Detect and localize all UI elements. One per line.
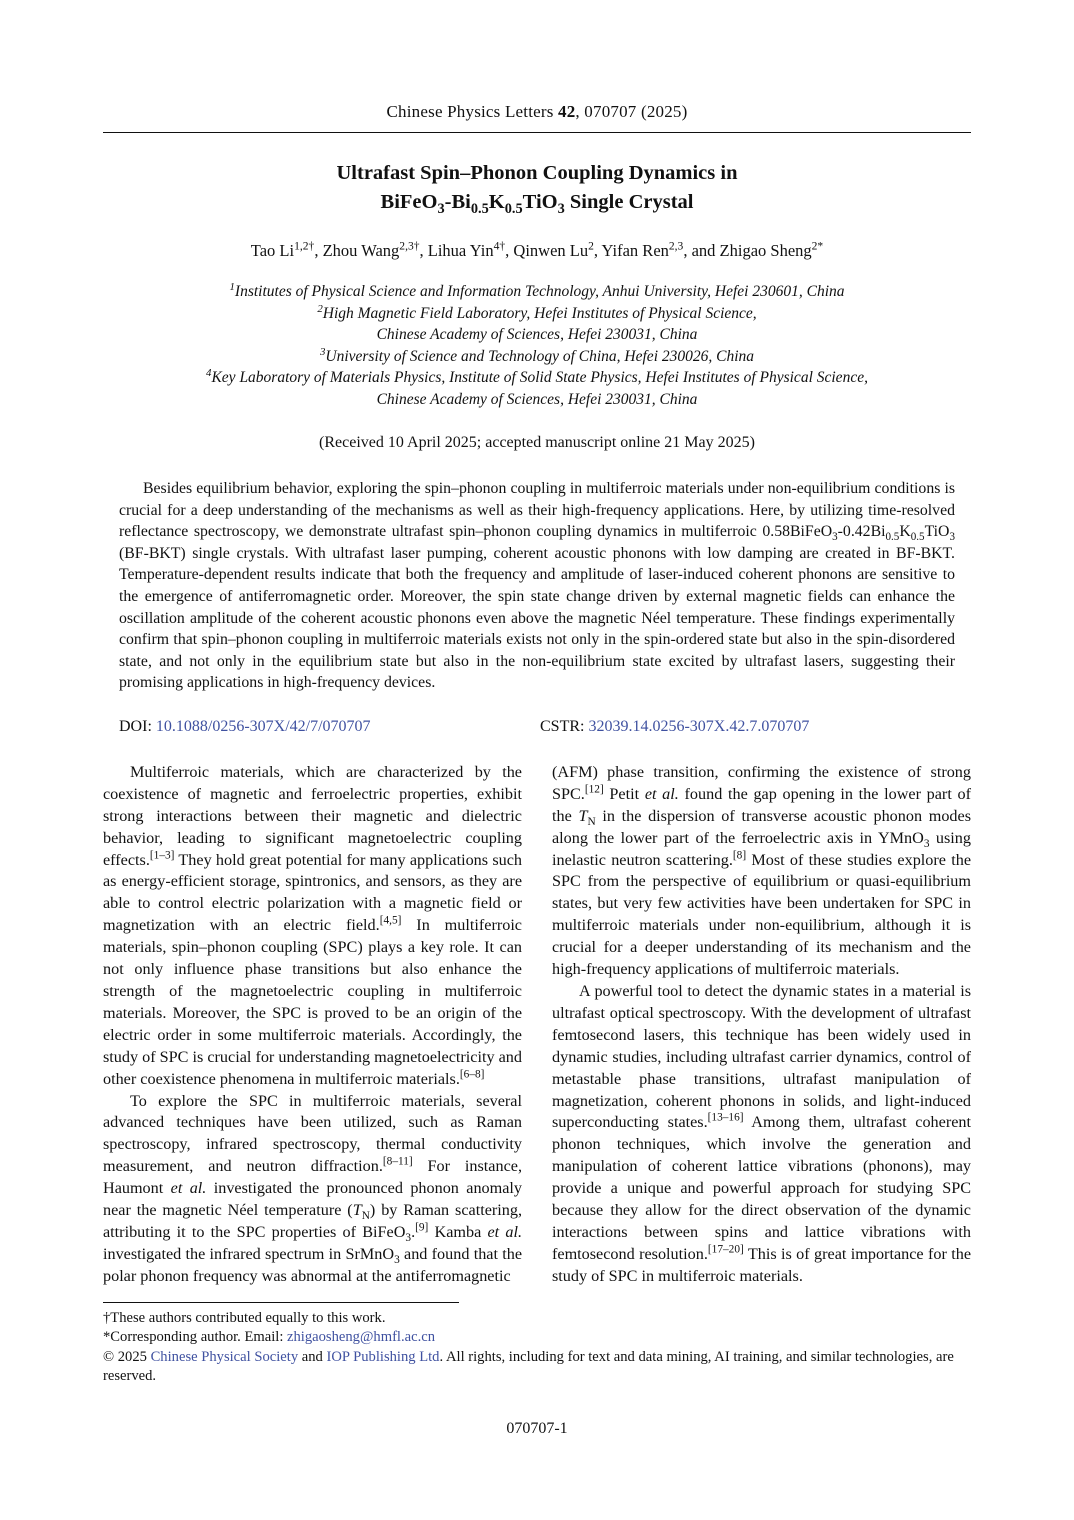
received-line: (Received 10 April 2025; accepted manuscript online 21 May 2025) [319, 434, 755, 451]
affiliations [103, 281, 971, 410]
paper-title [103, 159, 971, 217]
header-rule [103, 132, 971, 133]
copyright-prefix: © 2025 [103, 1348, 151, 1365]
right-column [552, 762, 971, 1288]
abstract-text: Besides equilibrium behavior, exploring the spin–phonon coupling in multiferroic materials under non-equilibrium conditions is crucial for a deep understanding of the mechanisms as well as their high-frequency applications. Here, by utilizing time-resolved reflectance spectroscopy, we demonstrate ultrafast spin–phonon coupling dynamics in multiferroic $0.58BiFeO_3-0.42Bi_{0.5}K_{0.5}TiO_3$ (BF-BKT) single crystals. With ultrafast laser pumping, coherent acoustic phonons with low damping are created in BF-BKT. Temperature-dependent results indicate that both the frequency and amplitude of laser-induced coherent phonons are sensitive to the emergence of antiferromagnetic order. Moreover, the spin state change driven by external magnetic fields can enhance the oscillation amplitude of the coherent acoustic phonons even above the magnetic Néel temperature. These findings experimentally confirm that spin–phonon coupling in multiferroic materials exists not only in the spin-ordered state but also in the spin-disordered state, and not only in the equilibrium state but also in the non-equilibrium state excited by ultrafast lasers, suggesting their promising applications in high-frequency devices. [119, 480, 955, 692]
journal-header: Chinese Physics Letters 42, 070707 (2025) [386, 102, 688, 121]
body-paragraph: Multiferroic materials, which are characterized by the coexistence of magnetic and ferroelectric properties, exhibit strong interactions between their magnetic and dielectric behavior, leading to significant magnetoelectric coupling effects.[1–3] They hold great potential for many applications such as energy-efficient storage, spintronics, and sensors, as they are able to control electric polarization with a magnetic field or magnetization with an electric field.[4,5] In multiferroic materials, spin–phonon coupling (SPC) plays a key role. It can not only influence phase transitions but also enhance the strength of the magnetoelectric coupling in multiferroic materials. Moreover, the SPC is proved to be an origin of the electric order in some multiferroic materials. Accordingly, the study of SPC is crucial for understanding magnetoelectricity and other coexistence phenomena in multiferroic materials.[6–8] [103, 762, 522, 1088]
footnote-copyright [103, 1348, 971, 1387]
body-paragraph: (AFM) phase transition, confirming the existence of strong SPC.[12] Petit et al. found the gap opening in the lower part of the $T_N$ in the dispersion of transverse acoustic phonon modes along the lower part of the ferroelectric axis in YMnO$_3$ using inelastic neutron scattering.[8] Most of these studies explore the SPC from the perspective of equilibrium or quasi-equilibrium states, but very few activities have been undertaken for SPC in multiferroic materials under non-equilibrium, although it is crucial for a deeper understanding of its mechanism and the high-frequency applications of multiferroic materials. [552, 762, 972, 979]
copyright-and: and [298, 1348, 327, 1365]
affiliation-1: $^1$Institutes of Physical Science and Information Technology, Anhui University, Hefei 230601, China [229, 280, 845, 300]
page-number: 070707-1 [506, 1420, 568, 1437]
left-column [103, 762, 522, 1288]
cstr-link[interactable]: 32039.14.0256-307X.42.7.070707 [588, 717, 810, 735]
email-link[interactable]: zhigaosheng@hmfl.ac.cn [287, 1329, 436, 1346]
footnote-equal-contribution: †These authors contributed equally to this work. [103, 1309, 386, 1326]
cstr-entry [540, 718, 955, 736]
affiliation-4-line1: $^4$Key Laboratory of Materials Physics, Institute of Solid State Physics, Hefei Institutes of Physical Science, [206, 366, 868, 386]
doi-entry [119, 718, 540, 736]
body-paragraph: To explore the SPC in multiferroic materials, several advanced techniques have been utilized, such as Raman spectroscopy, infrared spectroscopy, thermal conductivity measurement, and neutron diffraction.[8–11] For instance, Haumont et al. investigated the pronounced phonon anomaly near the magnetic Néel temperature $(T_N)$ by Raman scattering, attributing it to the SPC properties of BiFeO$_3$.[9] Kamba et al. investigated the infrared spectrum in SrMnO$_3$ and found that the polar phonon frequency was abnormal at the antiferromagnetic [103, 1091, 523, 1285]
doi-label: DOI: [119, 717, 152, 735]
body-paragraph: A powerful tool to detect the dynamic states in a material is ultrafast optical spectroscopy. With the development of ultrafast femtosecond lasers, this technique has been widely used in dynamic studies, including ultrafast carrier dynamics, control of metastable phase transitions, ultrafast manipulation of magnetization, coherent phonons in solids, and light-induced superconducting states.[13–16] Among them, ultrafast coherent phonon techniques, which involve the generation and manipulation of coherent lattice vibrations (phonons), may provide a unique and powerful approach for studying SPC because they allow for the direct observation of the dynamic interactions between spins and lattice vibrations with femtosecond resolution.[17–20] This is of great importance for the study of SPC in multiferroic materials. [552, 982, 971, 1285]
affiliation-2-line2: Chinese Academy of Sciences, Hefei 230031, China [376, 326, 698, 343]
cstr-label: CSTR: [540, 717, 585, 735]
abstract [119, 478, 955, 694]
identifier-row [119, 718, 955, 736]
doi-link[interactable]: 10.1088/0256-307X/42/7/070707 [155, 717, 371, 735]
paper-title-line1: Ultrafast Spin–Phonon Coupling Dynamics in [336, 162, 738, 184]
corresponding-author-text: *Corresponding author. Email: [103, 1329, 288, 1346]
affiliation-3: $^3$University of Science and Technology of China, Hefei 230026, China [319, 345, 755, 365]
chinese-physical-society-link[interactable]: Chinese Physical Society [150, 1348, 299, 1365]
copyright-suffix: . All rights, including for text and data mining, AI training, and similar technologies, are reserved. [103, 1348, 954, 1385]
footnote-rule [103, 1302, 459, 1303]
paper-title-line2: $BiFeO_3-Bi_{0.5}K_{0.5}TiO_3$ Single Crystal [380, 191, 694, 218]
footnotes [103, 1309, 971, 1387]
author-list: Tao $Li^{1,2\dagger}$, Zhou Wang$^{2,3\dagger}$, Lihua Yin$^{4\dagger}$, Qinwen Lu$^2$, Yifan Ren$^{2,3}$, and Zhigao Sheng$^{2*}$ [250, 240, 824, 260]
iop-publishing-link[interactable]: IOP Publishing Ltd [326, 1348, 440, 1365]
body-columns [103, 762, 971, 1288]
affiliation-2-line1: $^2$High Magnetic Field Laboratory, Hefei Institutes of Physical Science, [317, 302, 757, 322]
affiliation-4-line2: Chinese Academy of Sciences, Hefei 230031, China [376, 390, 698, 408]
footnote-corresponding-author [103, 1328, 971, 1348]
